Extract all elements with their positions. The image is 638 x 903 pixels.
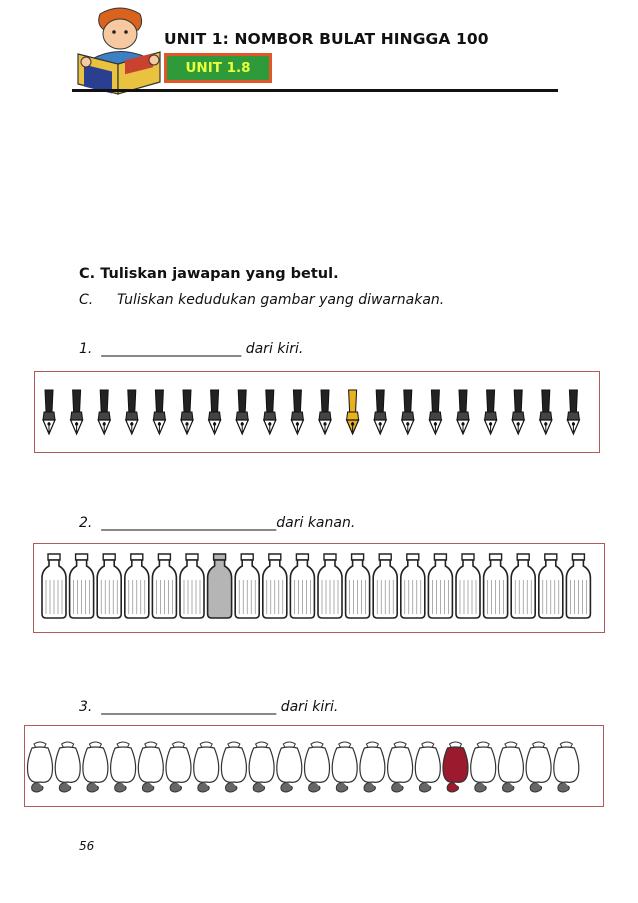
pen-nib-icon [43,390,55,434]
milk-bottle-icon [373,554,397,618]
page-number: 56 [79,839,95,853]
bottle-row [34,544,604,632]
cashew-fruit-icon [138,742,163,792]
cashew-fruit-icon [526,742,551,792]
milk-bottle-icon [511,554,535,618]
question-3-suffix: dari kiri. [276,699,339,715]
pen-nib-icon [291,390,303,434]
milk-bottle-icon [484,554,508,618]
pen-row [35,372,599,452]
header-divider [72,89,558,92]
question-1 [79,341,303,357]
unit-badge-label: UNIT 1.8 [167,56,269,80]
milk-bottle-icon [125,554,149,618]
milk-bottle-icon [97,554,121,618]
pen-nib-icon [374,390,386,434]
milk-bottle-icon [235,554,259,618]
cashew-fruit-icon [415,742,440,792]
milk-bottle-icon [539,554,563,618]
milk-bottle-icon [401,554,425,618]
pen-nib-icon [567,390,579,434]
cashew-fruit-icon [166,742,191,792]
pen-nib-icon [512,390,524,434]
pen-nib-icon [485,390,497,434]
pen-nib-icon [540,390,552,434]
section-title: C. Tuliskan jawapan yang betul. [79,266,339,282]
cashew-fruit-icon [332,742,357,792]
pen-nib-icon [429,390,441,434]
cashew-fruit-icon [305,742,330,792]
question-2-suffix: dari kanan. [276,515,356,531]
question-2 [79,515,355,531]
cashew-fruit-icon [83,742,108,792]
milk-bottle-icon [180,554,204,618]
cashew-row-box [24,725,604,807]
cashew-fruit-icon [388,742,413,792]
milk-bottle-icon [42,554,66,618]
cashew-fruit-icon [277,742,302,792]
question-3-answer-blank[interactable]: _________________________ [101,699,277,715]
question-3 [79,699,338,715]
question-2-number: 2. [79,515,93,531]
pen-nib-icon [71,390,83,434]
milk-bottle-icon [263,554,287,618]
question-2-answer-blank[interactable]: _________________________ [101,515,277,531]
pen-row-box [34,371,600,453]
cashew-fruit-icon [194,742,219,792]
pen-nib-icon [153,390,165,434]
cashew-fruit-icon [111,742,136,792]
reading-boy-icon [70,4,170,96]
cashew-fruit-icon [55,742,80,792]
pen-nib-icon [402,390,414,434]
milk-bottle-icon [318,554,342,618]
pen-nib-icon [126,390,138,434]
question-1-number: 1. [79,341,93,357]
pen-nib-icon [98,390,110,434]
milk-bottle-icon [456,554,480,618]
section-instruction-text: Tuliskan kedudukan gambar yang diwarnakan. [117,292,445,308]
milk-bottle-highlighted-icon [208,554,232,618]
question-1-suffix: dari kiri. [241,341,304,357]
question-3-number: 3. [79,699,93,715]
milk-bottle-icon [290,554,314,618]
cashew-fruit-icon [28,742,53,792]
milk-bottle-icon [70,554,94,618]
pen-nib-icon [209,390,221,434]
milk-bottle-icon [152,554,176,618]
pen-nib-icon [319,390,331,434]
unit-badge [164,53,272,83]
cashew-fruit-icon [498,742,523,792]
pen-nib-icon [264,390,276,434]
milk-bottle-icon [346,554,370,618]
unit-title: UNIT 1: NOMBOR BULAT HINGGA 100 [164,30,489,48]
bottle-row-box [33,543,605,633]
cashew-row [25,726,603,806]
section-instruction [79,292,444,308]
milk-bottle-icon [428,554,452,618]
pen-nib-highlighted-icon [347,390,359,434]
pen-nib-icon [181,390,193,434]
pen-nib-icon [236,390,248,434]
section-instruction-number: C. [79,292,94,308]
milk-bottle-icon [566,554,590,618]
question-1-answer-blank[interactable]: ____________________ [101,341,242,357]
pen-nib-icon [457,390,469,434]
cashew-fruit-highlighted-icon [443,742,468,792]
cashew-fruit-icon [471,742,496,792]
cashew-fruit-icon [221,742,246,792]
cashew-fruit-icon [249,742,274,792]
cashew-fruit-icon [360,742,385,792]
cashew-fruit-icon [554,742,579,792]
